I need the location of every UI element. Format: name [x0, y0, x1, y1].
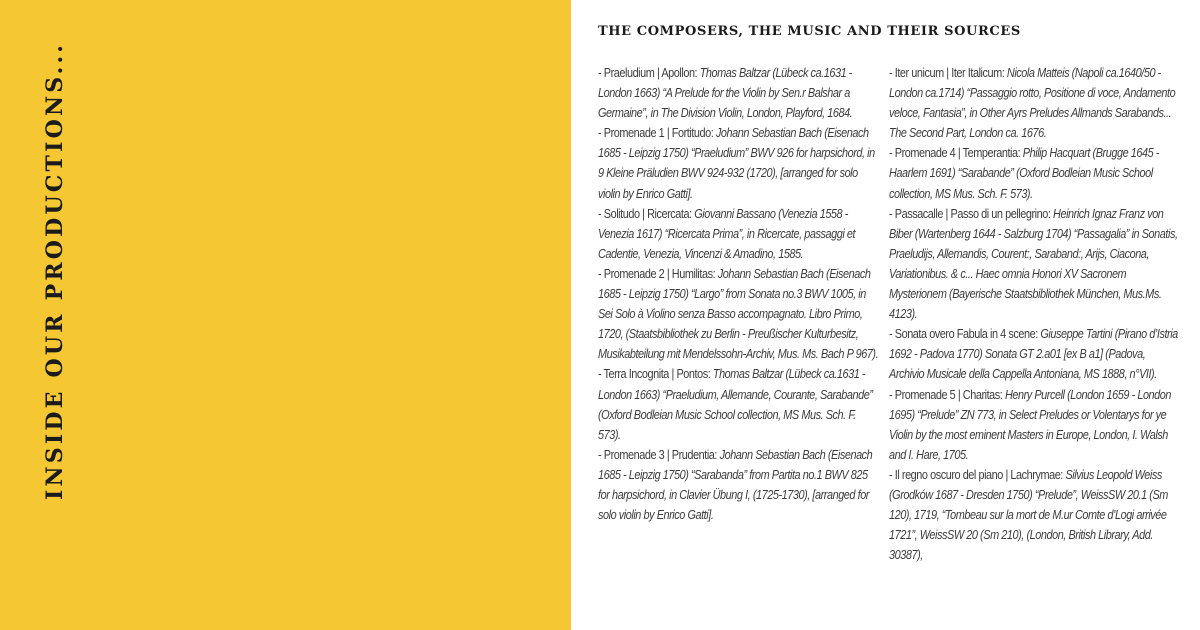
source-entry: - Promenade 3 | Prudentia: Johann Sebastian Bach (Eisenach 1685 - Leipzig 1750) “Sarabanda” from Partita no.1 BWV 825 for harpsichord, in Clavier Übung I, (1725-1730), [arranged for solo violin by Enrico Gatti]. [598, 446, 873, 523]
vertical-title: INSIDE OUR PRODUCTIONS... [42, 41, 68, 500]
source-entry: - Solitudo | Ricercata: Giovanni Bassano (Venezia 1558 - Venezia 1617) “Ricercata Prima”, in Ricercate, passaggi et Cadentie, Venezia, Vincenzi & Amadino, 1585. [598, 205, 856, 261]
source-entry: - Passacalle | Passo di un pellegrino: Heinrich Ignaz Franz von Biber (Wartenberg 1644 - Salzburg 1704) “Passagalia” in Sonatis, Praeludijs, Allemandis, Courent:, Saraband:, Arijs, Ciacona, Variationibus. & c... Haec omnia Honori XV Sacronem Mysterionem (Bayerische Staatsbibliothek München, Mus.Ms. 4123). [889, 205, 1178, 322]
source-entry: - Praeludium | Apollon: Thomas Baltzar (Lübeck ca.1631 - London 1663) “A Prelude for the Violin by Sen.r Balshar a Germaine”, in The Division Violin, London, Playford, 1684. [598, 65, 853, 121]
yellow-side-panel [0, 0, 571, 630]
source-entry: - Promenade 5 | Charitas: Henry Purcell (London 1659 - London 1695) “Prelude” ZN 773, in Select Preludes or Volentarys for ye Violin by the most eminent Masters in Europe, London, I. Walsh and I. Hare, 1705. [889, 386, 1172, 462]
source-entry: - Promenade 1 | Fortitudo: Johann Sebastian Bach (Eisenach 1685 - Leipzig 1750) “Praeludium” BWV 926 for harpsichord, in 9 Kleine Präludien BWV 924-932 (1720), [arranged for solo violin by Enrico Gatti]. [598, 125, 875, 201]
source-entry: - Terra Incognita | Pontos: Thomas Baltzar (Lübeck ca.1631 - London 1663) “Praeludium, Allemande, Courante, Sarabande” (Oxford Bodleian Music School collection, MS Mus. Sch. F. 573). [598, 366, 873, 442]
text-page [571, 0, 1200, 630]
source-entry: - Promenade 2 | Humilitas: Johann Sebastian Bach (Eisenach 1685 - Leipzig 1750) “Largo” from Sonata no.3 BWV 1005, in Sei Solo à Violino senza Basso accompagnato. Libro Primo, 1720, (Staatsbibliothek zu Berlin - Preußischer Kulturbesitz, Musikabteilung mit Mendelssohn-Archiv, Mus. Ms. Bach P 967). [598, 265, 879, 362]
right-column [889, 63, 1183, 565]
left-column [598, 63, 879, 525]
source-entry: - Il regno oscuro del piano | Lachrymae: Silvius Leopold Weiss (Grodków 1687 - Dresden 1750) “Prelude”, WeissSW 20.1 (Sm 120), 1719, “Tombeau sur la mort de M.ur Comte d’Logi arrivée 1721”, WeissSW 20 (Sm 210), (London, British Library, Add. 30387), [889, 466, 1168, 563]
source-entry: - Iter unicum | Iter Italicum: Nicola Matteis (Napoli ca.1640/50 - London ca.1714) “Passaggio rotto, Positione di voce, Andamento veloce, Fantasia”, in Other Ayrs Preludes Allmands Sarabands... The Second Part, London ca. 1676. [889, 65, 1176, 141]
section-heading: THE COMPOSERS, THE MUSIC AND THEIR SOURCES [598, 24, 1021, 39]
source-entry: - Promenade 4 | Temperantia: Philip Hacquart (Brugge 1645 - Haarlem 1691) “Sarabande” (Oxford Bodleian Music School collection, MS Mus. Sch. F. 573). [889, 145, 1159, 201]
source-entry: - Sonata overo Fabula in 4 scene: Giuseppe Tartini (Pirano d’Istria 1692 - Padova 1770) Sonata GT 2.a01 [ex B a1] (Padova, Archivio Musicale della Cappella Antoniana, MS 1888, n°VII). [889, 326, 1178, 382]
